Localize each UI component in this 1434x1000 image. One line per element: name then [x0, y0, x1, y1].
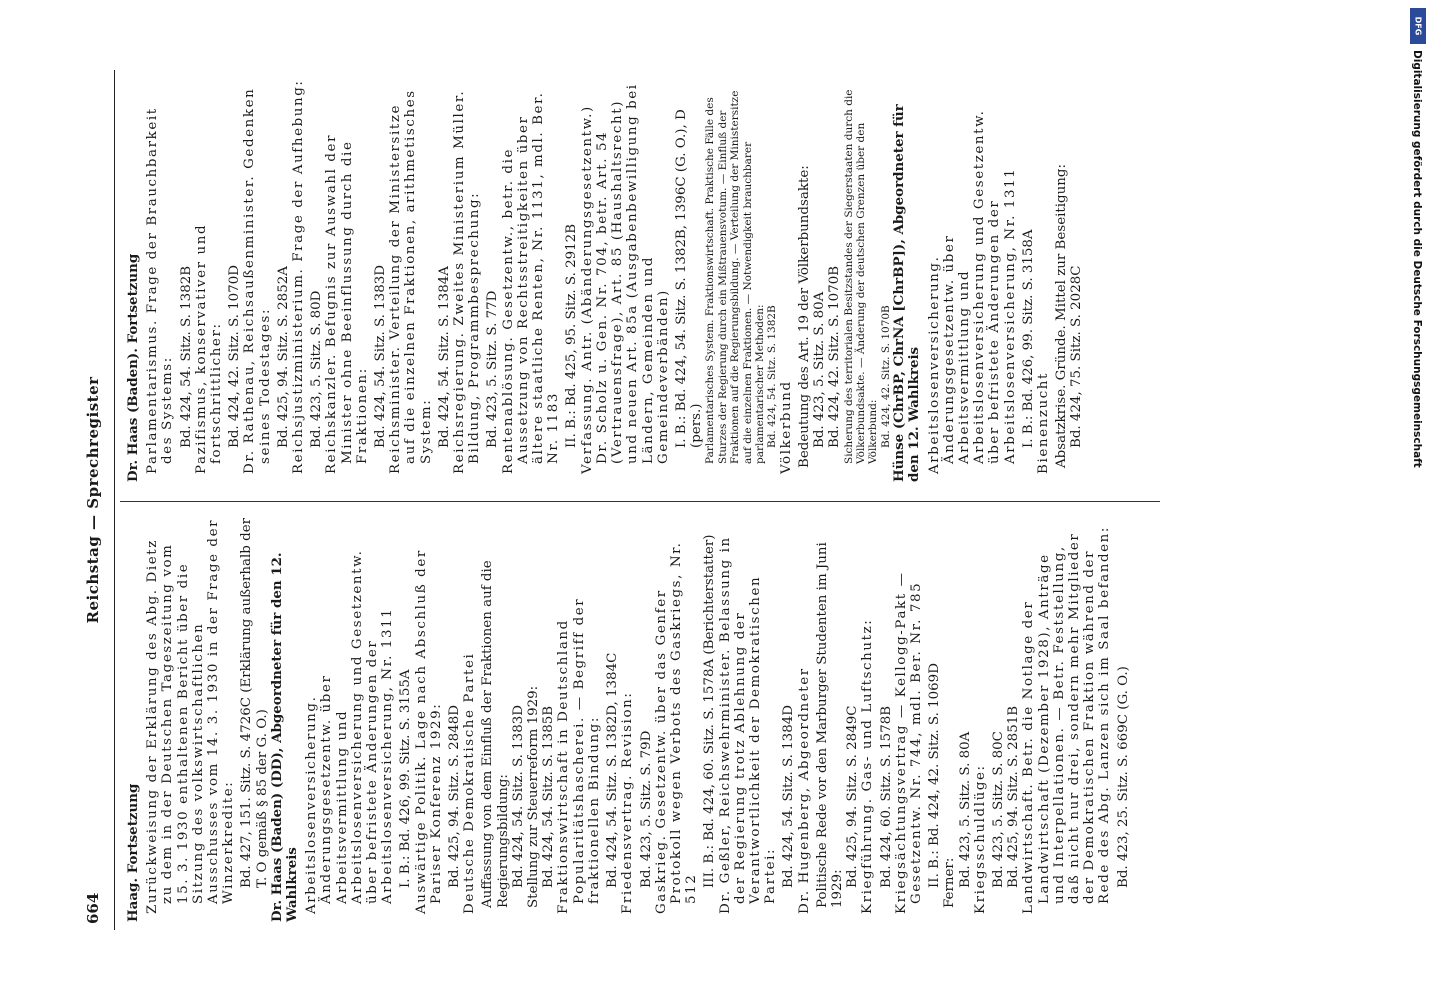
index-ref-entry: Bd. 425, 94. Sitz. S. 2849C — [845, 705, 861, 888]
index-ref-entry: Bd. 423, 25. Sitz. S. 669C (G. O.) — [1115, 666, 1131, 888]
index-sub-entry: Landwirtschaft. Betr. die Notlage der Landwirtschaft (Dezember 1928), Anträge und Interpellationen. — Betr. Feststellung, daß nicht nur drei, sondern mehr Mitglieder der Demokratischen Fraktion während der Rede des Abg. Lanzen sich im Saal befanden: — [1021, 525, 1113, 914]
index-ref-entry: Bd. 423, 5. Sitz. S. 80A — [812, 291, 828, 448]
index-ref-entry: Bd. 424, 42. Sitz. S. 1070B — [827, 265, 843, 448]
index-sub-entry: Reichsjustizministerium. Frage der Aufhebung: — [291, 79, 307, 474]
index-page — [80, 70, 1380, 930]
page-number: 664 — [84, 892, 102, 924]
index-speaker-entry: Haag. Fortsetzung — [125, 783, 141, 922]
index-ref-entry: Bd. 427, 151. Sitz. S. 4726C (Erklärung außerhalb der T. O gemäß § 85 der G. O.) — [239, 517, 270, 888]
index-ref-entry: I. B.: Bd. 426, 99. Sitz. S. 3158A — [1020, 229, 1036, 448]
index-ref-entry: Bd. 423, 5. Sitz. S. 77D — [485, 290, 501, 448]
index-ref-entry: Bd. 424, 54. Sitz. S. 1382D, 1384C — [605, 652, 621, 888]
index-ref-entry: Bd. 423, 5. Sitz. S. 79D — [638, 730, 654, 888]
index-indent-entry: Ferner: — [942, 857, 958, 908]
index-sub-entry: Reichsregierung. Zweites Ministerium Müller. Bildung, Programmbesprechung: — [452, 89, 483, 474]
index-ref-entry: Bd. 425, 94. Sitz. S. 2851B — [1006, 705, 1022, 888]
index-small-entry: Parlamentarisches System. Fraktionswirtschaft. Praktische Fälle des Sturzes der Regierung durch ein Mißtrauensvotum. — Einfluß der Fraktionen auf die Regierungsbildung. — Verteilung der Ministersitze auf die einzelnen Fraktionen. — Notwendigkeit brauchbarer parlamentarischer Methoden: — [704, 90, 766, 464]
index-ref-entry: Bd. 423, 5. Sitz. S. 80D — [309, 290, 325, 448]
index-small-ref-entry: Bd. 424, 54. Sitz. S. 1382B — [766, 305, 779, 448]
index-indent-entry: Absatzkrise. Gründe. Mittel zur Beseitigung: — [1054, 164, 1070, 468]
index-sub-entry: Reichskanzler. Befugnis zur Auswahl der Minister ohne Beeinflussung durch die Fraktionen: — [324, 133, 370, 474]
index-sub-entry: Kriegführung. Gas- und Luftschutz: — [860, 618, 876, 914]
index-ref-entry: Bd. 424, 42. Sitz. S. 1070D — [227, 265, 243, 448]
index-sub-entry: Dr. Rathenau, Reichsaußenminister. Gedenken seines Todestages: — [242, 87, 273, 474]
running-head: Reichstag — Sprechregister — [84, 376, 102, 624]
page-header — [80, 70, 115, 930]
index-sub-entry: Pazifismus, konservativer und fortschrittlicher: — [193, 223, 225, 474]
dfg-logo-text: DFG — [1413, 16, 1423, 36]
index-ref-entry: Bd. 424, 54. Sitz. S. 1385B — [541, 705, 557, 888]
index-sub-entry: Dr. Geßler, Reichswehrminister. Belassung in der Regierung trotz Ablehnung der Verantwortlichkeit der Demokratischen Partei: — [717, 536, 779, 914]
index-ref-entry: Bd. 424, 54. Sitz. S. 1383D — [510, 705, 526, 888]
index-ref-entry: II. B.: Bd. 424, 42. Sitz. S. 1069D — [927, 663, 943, 888]
index-speaker-entry: Dr. Haas (Baden). Fortsetzung — [125, 253, 141, 482]
index-sub-entry: Zurückweisung der Erklärung des Abg. Dietz zu dem in der Deutschen Tageszeitung vom 15. 3. 1930 enthaltenen Bericht über die Sitzung des volkswirtschaftlichen Ausschusses vom 14. 3. 1930 in der Frage der Winzerkredite: — [145, 518, 237, 914]
index-ref-entry: Bd. 424, 54. Sitz. S. 1383D — [373, 265, 389, 448]
index-ref-entry: Bd. 424, 60. Sitz. S. 1578B — [878, 705, 894, 888]
digitization-note-text: Digitalisierung gefördert durch die Deutsche Forschungsgemeinschaft — [1411, 50, 1423, 468]
index-speaker-entry: Dr. Haas (Baden) (DD), Abgeordneter für den 12. Wahlkreis — [268, 552, 301, 922]
index-ref-entry: Bd. 425, 94. Sitz. S. 2852A — [275, 266, 291, 448]
index-ref-entry: Bd. 423, 5. Sitz. S. 80A — [957, 731, 973, 888]
index-ref-entry: Bd. 423, 5. Sitz. S. 80C — [990, 731, 1006, 888]
index-sub-entry: Dr. Hugenberg, Abgeordneter — [796, 667, 812, 914]
index-sub-entry: Friedensvertrag. Revision: — [620, 691, 636, 914]
digitization-note — [1407, 50, 1427, 950]
index-ref-entry: I. B.: Bd. 426, 99. Sitz. S. 3155A — [398, 669, 414, 888]
index-sub-entry: Arbeitslosenversicherung. Änderungsgesetzentw. über Arbeitsvermittlung und Arbeitslosenversicherung und Gesetzentw. über befristete Änderungen der Arbeitslosenversicherung, Nr. 1311 — [304, 549, 396, 914]
index-speaker-entry: Hünse (ChrBP, ChrNA [ChrBP]), Abgeordneter für den 12. Wahlkreis — [891, 104, 923, 482]
index-sub-entry: Auswärtige Politik. Lage nach Abschluß der Pariser Konferenz 1929: — [413, 549, 444, 914]
index-indent-entry: Auffassung von dem Einfluß der Fraktionen auf die Regierungsbildung: — [480, 560, 511, 908]
index-ref-entry: Bd. 424, 75. Sitz. S. 2028C — [1069, 265, 1085, 448]
index-small-ref-entry: Bd. 424, 42. Sitz. S. 1070B — [879, 305, 892, 448]
index-ref-entry: I. B.: Bd. 424, 54. Sitz. S. 1382B, 1396C (G. O.), D (pers.) — [673, 109, 705, 448]
index-ref-entry: Bd. 425, 94. Sitz. S. 2848D — [447, 705, 463, 888]
index-ref-entry: Bd. 424, 54. Sitz. S. 1382B — [178, 265, 194, 448]
index-ref-entry: III. B.: Bd. 424, 60. Sitz. S. 1578A (Berichterstatter) — [702, 534, 718, 888]
index-sub-entry: Kriegsschuldlüge: — [972, 764, 988, 914]
index-sub-entry: Fraktionswirtschaft in Deutschland Popularitätshascherei. — Begriff der fraktionellen Bindung: — [556, 597, 602, 914]
index-indent-entry: Politische Rede vor den Marburger Studenten im Juni 1929: — [814, 542, 845, 908]
index-ref-entry: II. B.: Bd. 425, 95. Sitz. S. 2912B — [564, 223, 580, 448]
index-sub-entry: Reichsminister. Verteilung der Ministersitze auf die einzelnen Fraktionen, arithmetisches System: — [388, 89, 434, 474]
index-sub-entry: Parlamentarismus. Frage der Brauchbarkeit des Systems: — [145, 107, 176, 474]
column-divider — [120, 501, 1160, 502]
left-column — [126, 518, 1131, 922]
index-indent-entry: Bedeutung des Art. 19 der Völkerbundsakte: — [796, 165, 812, 468]
index-sub-entry: Kriegsächtungsvertrag — Kellogg-Pakt — Gesetzentw. Nr. 744, mdl. Ber. Nr. 785 — [893, 571, 924, 914]
index-indent-entry: Stellung zur Steuerreform 1929: — [526, 685, 542, 908]
index-ref-entry: Bd. 424, 54. Sitz. S. 1384A — [436, 266, 452, 448]
index-sub-entry: Rentenablösung. Gesetzentw., betr. die Aussetzung von Rechtsstreitigkeiten über ältere staatliche Renten, Nr. 1131, mdl. Ber. Nr. 1183 — [500, 91, 562, 474]
index-sub-entry: Arbeitslosenversicherung. Änderungsgesetzentw. über Arbeitsvermittlung und Arbeitslosenversicherung und Gesetzentw. über befristete Änderungen der Arbeitslosenversicherung, Nr. 1311 — [926, 109, 1018, 474]
index-sub-entry: Völkerbund — [778, 380, 794, 474]
index-small-entry: Sicherung des territorialen Besitzstandes der Siegerstaaten durch die Völkerbundsakte. — Änderung der deutschen Grenzen über den Völkerbund: — [842, 89, 880, 464]
index-sub-entry: Deutsche Demokratische Partei — [462, 652, 478, 914]
index-sub-entry: Gaskrieg. Gesetzentw. über das Genfer Protokoll wegen Verbots des Gaskriegs, Nr. 512 — [653, 541, 700, 914]
dfg-logo — [1410, 8, 1426, 44]
index-sub-entry: Bienenzucht — [1036, 371, 1052, 474]
right-column — [126, 78, 1085, 482]
index-ref-entry: Bd. 424, 54. Sitz. S. 1384D — [781, 705, 797, 888]
index-sub-entry: Verfassung. Antr. (Abänderungsgesetzentw.) Dr. Scholz u. Gen. Nr. 704, betr. Art. 54 (Vertrauensfrage), Art. 85 (Haushaltsrecht) und neuen Art. 85a (Ausgabenbewilligung bei Ländern, Gemeinden und Gemeindeverbänden) — [579, 83, 671, 474]
